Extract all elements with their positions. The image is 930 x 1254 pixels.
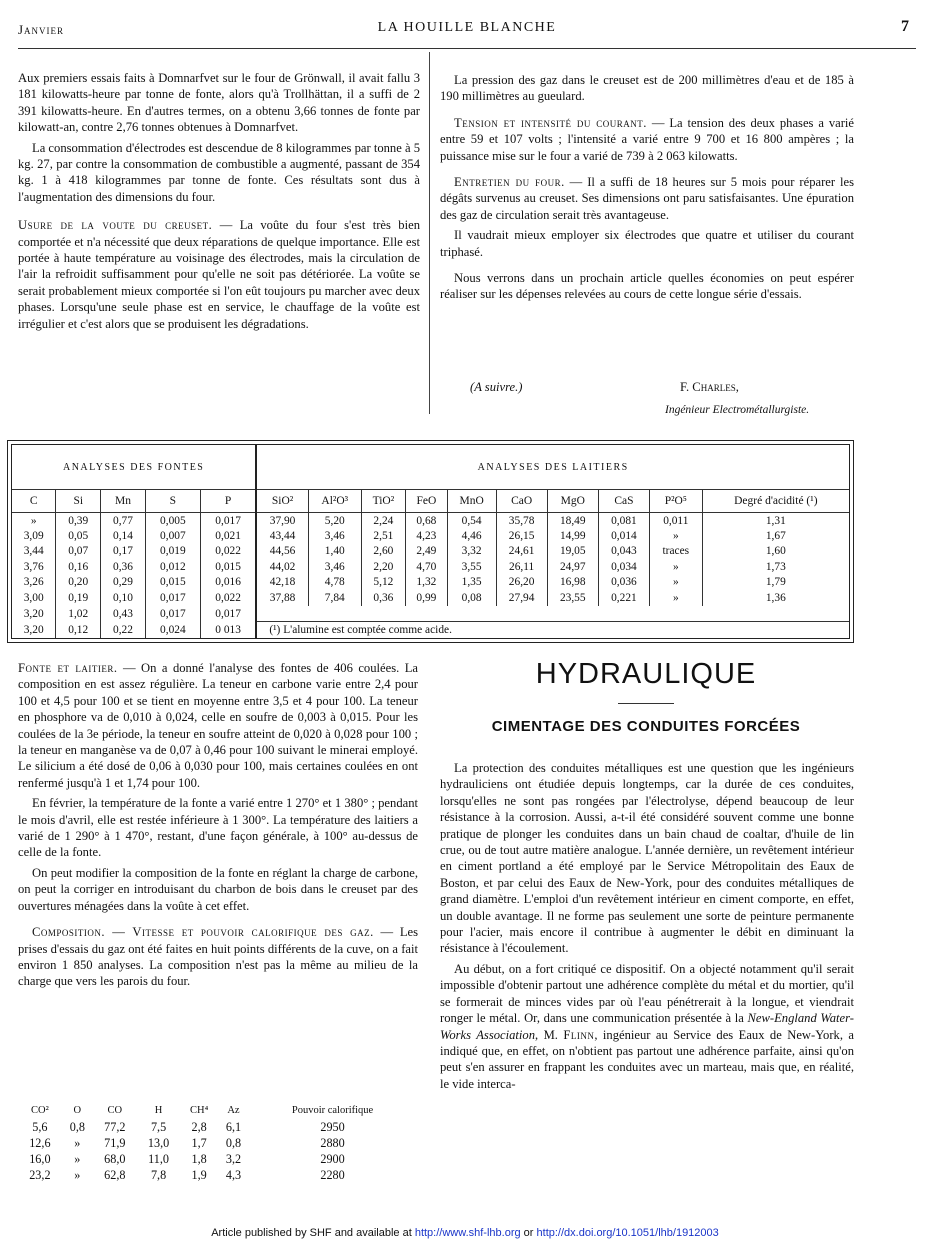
gas-row [18, 1151, 416, 1167]
table-cell: 1,79 [702, 575, 849, 590]
top-right-column [440, 72, 854, 307]
hydraulique-column [440, 760, 854, 1096]
table-cell: 1,67 [702, 529, 849, 544]
table-cell: 0,014 [598, 529, 649, 544]
table-cell: 43,44 [256, 529, 308, 544]
table-row [12, 622, 849, 638]
gas-cell: 12,6 [29, 1135, 51, 1150]
gas-column-header: CO [107, 1104, 123, 1116]
gas-cell: 6,1 [225, 1119, 242, 1134]
table-row [12, 606, 849, 622]
article-title: CIMENTAGE DES CONDUITES FORCÉES [491, 718, 801, 735]
table-cell: 0,012 [145, 559, 200, 574]
table-cell: 1,40 [308, 544, 361, 559]
table-cell: 0,011 [649, 513, 702, 529]
table-cell: 4,70 [406, 559, 448, 574]
column-header: TiO² [361, 490, 405, 513]
table-cell: 0,017 [200, 606, 256, 622]
table-cell: 0,36 [101, 559, 146, 574]
table-cell: 3,46 [308, 529, 361, 544]
table-cell: 0,77 [101, 513, 146, 529]
table-cell: 3,26 [23, 576, 44, 589]
table-cell: 0,021 [200, 529, 256, 544]
gas-cell: 1,8 [191, 1151, 207, 1166]
table-cell: 0,024 [145, 622, 200, 638]
table-cell: 0,016 [200, 575, 256, 590]
gas-cell: » [74, 1167, 81, 1182]
column-header: C [12, 490, 56, 513]
gas-cell: 5,6 [32, 1119, 48, 1134]
table-cell: 0,036 [598, 575, 649, 590]
gas-row [18, 1119, 416, 1135]
gas-column-header: CH⁴ [190, 1104, 209, 1116]
table-cell: 4,23 [406, 529, 448, 544]
table-cell: 3,32 [447, 544, 496, 559]
author-title: Ingénieur Electrométallurgiste. [665, 404, 810, 416]
paragraph: Entretien du four. — Il a suffi de 18 heures sur 5 mois pour réparer les dégâts survenus au creuset. Ses dimensions ont paru satisfaisantes. Une épuration des gaz de circulation serait très avantageuse. [440, 175, 854, 222]
footer: Article published by SHF and available at http://www.shf-lhb.org or http://dx.doi.org/10.1051/lhb/1912003 [211, 1227, 719, 1239]
column-header: CaS [598, 490, 649, 513]
column-header: Degré d'acidité (¹) [702, 490, 849, 513]
gas-cell: 7,8 [150, 1167, 167, 1182]
table-cell: 2,49 [406, 544, 448, 559]
table-cell: 1,35 [447, 575, 496, 590]
table-cell: 2,20 [361, 559, 405, 574]
table-cell: 5,12 [361, 575, 405, 590]
gas-row [18, 1135, 416, 1151]
association-name: New-England Water-Works Association [440, 1011, 854, 1042]
table-cell: 37,88 [256, 590, 308, 605]
table-cell: 2,24 [361, 513, 405, 529]
table-row [12, 544, 849, 559]
paragraph: Usure de la voute du creuset. — La voûte du four s'est très bien comportée et n'a nécessité que deux réparations de quelque importance. Elle est portée à haute température au voisinage des électrodes, mais la circulation de l'air la refroidit suffisamment pour qu'elle ne soit pas détériorée. La voûte se serait probablement mieux comportée si l'on eût toujours pu marcher avec deux phases. Lorsqu'une seule phase est en service, le chauffage de la voûte est irrégulier et c'est alors que se produisent les dégradations. [18, 218, 420, 331]
table-cell: 0,015 [200, 559, 256, 574]
gas-table [18, 1101, 416, 1183]
table-cell: » [30, 514, 37, 527]
paragraph: Nous verrons dans un prochain article quelles économies on peut espérer réaliser sur les dépenses relevées au cours de cette longue série d'essais. [440, 271, 854, 302]
table-cell: 0,22 [101, 622, 146, 638]
column-header: S [145, 490, 200, 513]
table-cell: 2,60 [361, 544, 405, 559]
column-header: SiO² [256, 490, 308, 513]
gas-column-header: Az [227, 1104, 240, 1116]
table-cell: 3,09 [23, 530, 44, 543]
page-number: 7 [901, 18, 910, 35]
table-row [12, 575, 849, 590]
table-cell: 0,19 [56, 590, 101, 605]
header-month: Janvier [18, 22, 65, 37]
gas-column-header: CO² [31, 1104, 49, 1116]
table-cell: 0,17 [101, 544, 146, 559]
section-lead: Fonte et laitier. [18, 661, 118, 675]
column-header: MgO [547, 490, 598, 513]
column-header: FeO [406, 490, 448, 513]
table-cell: 3,44 [23, 545, 44, 558]
table-cell: 18,49 [547, 513, 598, 529]
table-cell: » [649, 590, 702, 605]
table-cell: 24,61 [496, 544, 547, 559]
gas-cell: 2900 [320, 1151, 345, 1166]
section-title: HYDRAULIQUE [535, 658, 757, 690]
table-cell: 0,017 [145, 606, 200, 622]
table-cell: 26,15 [496, 529, 547, 544]
table-cell: 42,18 [256, 575, 308, 590]
table-cell: 0,017 [200, 513, 256, 529]
section-lead: Usure de la voute du creuset. [18, 218, 213, 233]
table-cell: 1,73 [702, 559, 849, 574]
gas-cell: 0,8 [69, 1119, 85, 1134]
table-cell: 37,90 [256, 513, 308, 529]
paragraph: Il vaudrait mieux employer six électrodes que quatre et utiliser du courant triphasé. [440, 228, 854, 259]
top-left-column [18, 70, 420, 336]
gas-cell: » [74, 1135, 81, 1150]
gas-cell: 7,5 [150, 1119, 167, 1134]
paragraph: La consommation d'électrodes est descendue de 8 kilogrammes par tonne à 5 kg. 27, par contre la consommation de combustible a augmenté, passant de 354 kg. 1 à 418 kilogrammes par tonne de fonte. Ces résultats sont dus à l'augmentation des dimensions du four. [18, 140, 421, 204]
hydraulique-heading [436, 658, 856, 735]
table-cell: 0,12 [56, 622, 101, 638]
table-cell: 2,51 [361, 529, 405, 544]
table-cell: 0,08 [447, 590, 496, 605]
table-cell: 26,11 [496, 559, 547, 574]
to-be-continued: (A suivre.) [470, 380, 523, 394]
gas-cell: » [74, 1151, 81, 1166]
paragraph: Aux premiers essais faits à Domnarfvet sur le four de Grönwall, il avait fallu 3 181 kilowatts-heure par tonne de fonte, alors qu'à Trollhättan, il a suffi de 2 391 kilowatts-heure. En d'autres termes, on a obtenu 3,66 tonnes de fonte par kilowatt-an, contre 2,76 tonnes obtenues à Domnarfvet. [18, 71, 420, 135]
table-cell: 4,78 [308, 575, 361, 590]
table-cell: 0,68 [406, 513, 448, 529]
footer-link-shf[interactable]: http://www.shf-lhb.org [414, 1227, 521, 1239]
table-cell: 3,76 [23, 560, 44, 573]
table-cell: 0,20 [56, 575, 101, 590]
table-cell: 14,99 [547, 529, 598, 544]
table-cell: 3,20 [23, 607, 44, 620]
gas-cell: 3,2 [225, 1151, 242, 1166]
paragraph: La protection des conduites métalliques est une question que les ingénieurs hydrauliciens ont étudiée depuis longtemps, car la durée de ces conduites, lorsqu'elles ne sont pas rongées par l'électrolyse, dépend beaucoup de leur résistance à la corrosion. Aussi, a-t-il été considéré souvent comme une bonne pratique de plonger les conduites dans un bain chaud de coaltar, d'huile de lin crue, ou de tout autre matière analogue. L'année dernière, un revêtement intérieur en ciment portland a été employé par le Service Métropolitain des Eaux de Boston, et par celui des Eaux de New-York, pour des conduites métalliques de grand diamètre. L'emploi d'un revêtement intérieur en ciment comporte, en effet, un double avantage. Il ne forme pas seulement une sorte de peinture permanente pour l'acier, mais encore il contribue à augmenter le débit en diminuant la résistance à l'écoulement. [440, 761, 854, 956]
table-cell: 3,46 [308, 559, 361, 574]
table-cell: » [649, 575, 702, 590]
group-header-laitiers: ANALYSES DES LAITIERS [256, 445, 849, 490]
table-cell: 3,00 [23, 591, 44, 604]
table-cell: 4,46 [447, 529, 496, 544]
column-header: P²O⁵ [649, 490, 702, 513]
table-cell: 44,56 [256, 544, 308, 559]
table-cell: 3,55 [447, 559, 496, 574]
section-lead: Tension et intensité du courant. [454, 115, 647, 130]
journal-title: LA HOUILLE BLANCHE [377, 20, 557, 35]
gas-column-header: O [73, 1104, 82, 1116]
table-cell: 0,081 [598, 513, 649, 529]
table-cell: 1,36 [702, 590, 849, 605]
table-cell: 16,98 [547, 575, 598, 590]
table-cell: 27,94 [496, 590, 547, 605]
table-row [12, 590, 849, 605]
footer-link-doi[interactable]: http://dx.doi.org/10.1051/lhb/1912003 [536, 1227, 719, 1239]
table-cell: 0 013 [200, 622, 256, 638]
table-cell: 24,97 [547, 559, 598, 574]
gas-cell: 2,8 [191, 1119, 207, 1134]
gas-cell: 1,9 [191, 1167, 207, 1182]
table-cell: 0,034 [598, 559, 649, 574]
gas-column-header: H [154, 1104, 163, 1116]
section-lead: Entretien du four. [454, 175, 565, 190]
table-cell: » [649, 529, 702, 544]
table-row [12, 513, 849, 529]
gas-cell: 16,0 [29, 1151, 51, 1166]
gas-cell: 4,3 [225, 1167, 242, 1182]
table-cell: 0,05 [56, 529, 101, 544]
paragraph: Composition. — Vitesse et pouvoir calorifique des gaz. — Les prises d'essais du gaz ont été faites en huit points différents de la cuve, on a fait environ 1 850 analyses. La composition n'est pas la même au milieu de la charge que vers les parois du four. [18, 925, 418, 989]
table-cell: 0,005 [145, 513, 200, 529]
table-cell: 0,54 [447, 513, 496, 529]
title-rule [618, 703, 674, 704]
column-header: Al²O³ [308, 490, 361, 513]
analysis-table [7, 440, 854, 643]
paragraph: On peut modifier la composition de la fonte en réglant la charge de carbone, on peut la corriger en introduisant du charbon de bois dans le creuset par des ouvertures ménagées dans la voûte à cet effet. [18, 865, 418, 913]
table-cell: 44,02 [256, 559, 308, 574]
gas-cell: 2950 [320, 1119, 345, 1134]
gas-cell: 2880 [320, 1135, 345, 1150]
table-cell: 0,99 [406, 590, 448, 605]
gas-cell: 1,7 [191, 1135, 207, 1150]
column-header: Si [56, 490, 101, 513]
gas-cell: 2280 [320, 1167, 345, 1182]
gas-cell: 77,2 [104, 1119, 126, 1134]
table-row [12, 559, 849, 574]
table-cell: 1,60 [702, 544, 849, 559]
column-divider [429, 52, 430, 414]
gas-cell: 23,2 [29, 1167, 51, 1182]
table-cell: 26,20 [496, 575, 547, 590]
gas-cell: 13,0 [147, 1135, 170, 1150]
table-cell: 0,16 [56, 559, 101, 574]
bottom-left-column [18, 660, 418, 994]
table-cell: 0,221 [598, 590, 649, 605]
table-cell: 19,05 [547, 544, 598, 559]
table-note: (¹) L'alumine est comptée comme acide. [256, 622, 849, 638]
section-lead: Composition. — Vitesse et pouvoir calorifique des gaz. [32, 925, 374, 940]
group-header-fontes: ANALYSES DES FONTES [12, 445, 256, 490]
table-cell: 23,55 [547, 590, 598, 605]
table-cell: 5,20 [308, 513, 361, 529]
gas-cell: 68,0 [104, 1151, 126, 1166]
table-cell: 0,017 [145, 590, 200, 605]
gas-cell: 0,8 [225, 1135, 242, 1150]
gas-cell: 71,9 [104, 1135, 126, 1150]
paragraph: Tension et intensité du courant. — La tension des deux phases a varié entre 59 et 107 volts ; l'intensité a varié entre 9 700 et 16 800 ampères ; la puissance mise sur le four a varié de 739 à 2 063 kilowatts. [440, 115, 855, 163]
gas-row [18, 1167, 416, 1183]
engineer-name: Flinn [563, 1027, 595, 1042]
table-cell: 0,022 [200, 544, 256, 559]
column-header: MnO [447, 490, 496, 513]
table-cell: 0,022 [200, 590, 256, 605]
table-cell: 7,84 [308, 590, 361, 605]
table-cell: 0,07 [56, 544, 101, 559]
table-cell: 0,043 [598, 544, 649, 559]
table-cell: 0,007 [145, 529, 200, 544]
table-cell: » [649, 559, 702, 574]
table-cell: 0,36 [361, 590, 405, 605]
paragraph: Fonte et laitier. — On a donné l'analyse des fontes de 406 coulées. La composition en est assez régulière. La teneur en carbone varie entre 2,4 pour 100 et 4,5 pour 100 et se tient en moyenne entre 3,5 et 4 pour 100. La teneur en phosphore va de 0,010 à 0,024, celle en soufre de 0,003 à 0,015. Pour les coulées de la 3e période, la teneur en soufre atteint de 0,020 à 0,028 pour 100 ; la teneur en manganèse va de 0,07 à 0,46 pour 100 suivant le minerai employé. Le silicium a été dosé de 0,06 à 0,030 pour 100, mais certaines coulées en ont renfermé jusqu'à 1 et 1,74 pour 100. [18, 661, 418, 790]
table-row [12, 529, 849, 544]
table-cell: 0,14 [101, 529, 146, 544]
paragraph: La pression des gaz dans le creuset est de 200 millimètres d'eau et de 185 à 190 millimètres au gueulard. [440, 73, 854, 104]
header-rule [18, 48, 916, 49]
gas-column-header: Pouvoir calorifique [291, 1104, 374, 1116]
table-cell: 0,43 [101, 606, 146, 622]
gas-cell: 11,0 [148, 1151, 170, 1166]
column-header: CaO [496, 490, 547, 513]
table-cell [256, 606, 849, 622]
table-cell: 1,02 [56, 606, 101, 622]
table-cell: 0,10 [101, 590, 146, 605]
column-header: Mn [101, 490, 146, 513]
author-name: F. Charles, [680, 380, 739, 394]
paragraph: En février, la température de la fonte a varié entre 1 270° et 1 380° ; pendant le mois d'avril, elle est restée inférieure à 1 300°. La température des laitiers a varié de 1 290° à 1 470°, restant, d'une façon générale, à 100° au-dessus de celle de la fonte. [18, 796, 418, 860]
column-header: P [200, 490, 256, 513]
table-cell: 0,29 [101, 575, 146, 590]
table-cell: traces [649, 544, 702, 559]
table-cell: 0,015 [145, 575, 200, 590]
gas-cell: 62,8 [104, 1167, 126, 1182]
table-cell: 3,20 [23, 623, 44, 636]
table-cell: 35,78 [496, 513, 547, 529]
running-header [18, 18, 916, 42]
table-cell: 0,019 [145, 544, 200, 559]
table-cell: 0,39 [56, 513, 101, 529]
paragraph: Au début, on a fort critiqué ce dispositif. On a objecté notamment qu'il serait impossible d'obtenir partout une adhérence complète du métal et du mortier, qu'il se formerait de minces vides par où l'eau pénétrerait à la longue, et viendrait ronger le métal. Or, dans une communication présentée à la New-England Water-Works Association, M. Flinn, ingénieur au Service des Eaux de New-York, a indiqué que, en effet, on n'obtient pas partout une adhérence parfaite, ainsi qu'on peut s'en assurer en frappant les conduites avec un marteau, mais que, en réalité, le vide interca- [440, 961, 855, 1091]
table-cell: 1,31 [702, 513, 849, 529]
table-cell: 1,32 [406, 575, 448, 590]
